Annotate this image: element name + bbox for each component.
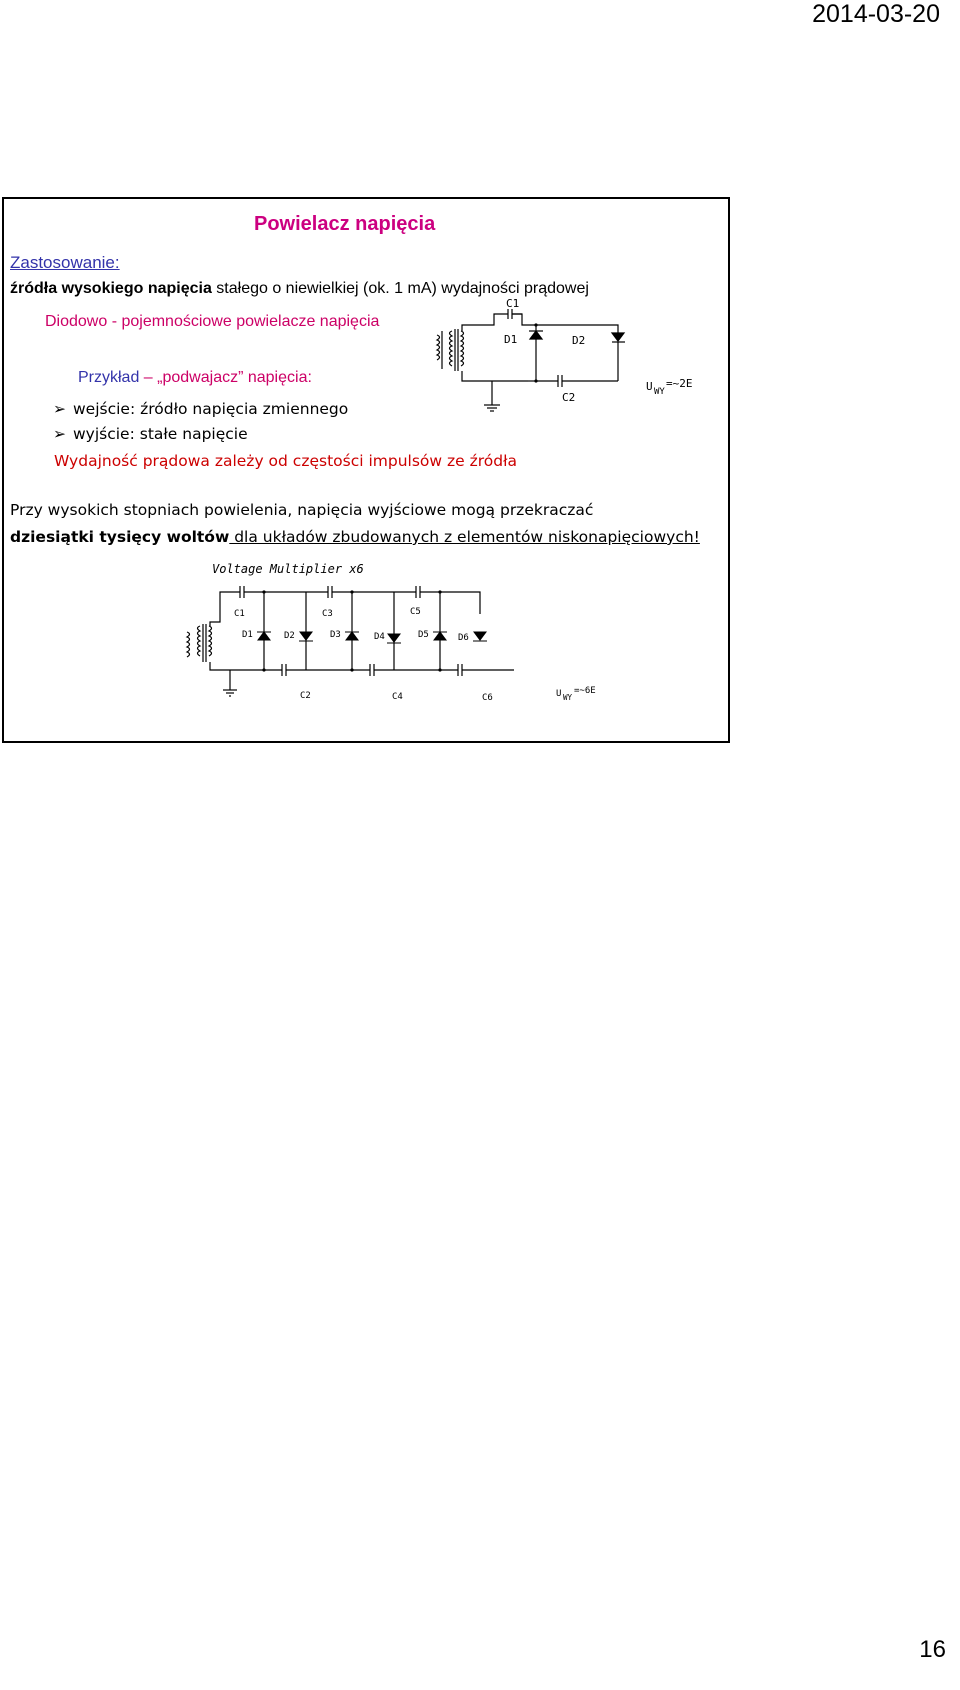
page-number: 16 [919,1636,946,1663]
diode-label-d2: D2 [284,631,295,641]
paragraph-line-2 [10,528,700,546]
doubler-label-d1: D1 [504,333,518,346]
example-name: „podwajacz” napięcia: [157,369,312,386]
cap-label-c1: C1 [234,609,245,619]
usage-line [10,280,589,298]
cap-label-c4: C4 [392,692,403,702]
diode-label-d4: D4 [374,632,385,642]
arrow-bullet-icon: ➢ [53,425,66,443]
multiplier-output-value: =~6E [574,686,596,696]
cap-label-c3: C3 [322,609,333,619]
bullet-input [53,400,348,418]
example-label: Przykład [78,369,140,386]
arrow-bullet-icon: ➢ [53,400,66,418]
voltage-doubler-diagram [432,297,724,429]
usage-label: Zastosowanie: [10,253,120,272]
multiplier-output-u: U [556,689,562,699]
usage-rest: stałego o niewielkiej (ok. 1 mA) wydajności prądowej [211,280,589,297]
example-line [78,369,312,387]
doubler-label-d2: D2 [572,334,586,347]
multiplier-output-sub: WY [563,693,573,702]
example-dash: – [139,369,158,386]
diode-label-d6: D6 [458,633,469,643]
paragraph-bold: dziesiątki tysięcy woltów [10,528,230,546]
cap-label-c2: C2 [300,691,311,701]
voltage-multiplier-diagram [182,562,622,712]
header-date: 2014-03-20 [812,0,940,28]
cap-label-c6: C6 [482,693,493,703]
multiplier-title: Voltage Multiplier x6 [212,562,364,576]
diode-label-d1: D1 [242,630,253,640]
bullet-text: wyjście: stałe napięcie [73,425,248,443]
cap-label-c5: C5 [410,607,421,617]
paragraph-rest: dla układów zbudowanych z elementów niskonapięciowych! [229,528,700,546]
paragraph-line-1: Przy wysokich stopniach powielenia, napięcia wyjściowe mogą przekraczać [10,501,594,519]
diode-label-d3: D3 [330,630,341,640]
efficiency-note: Wydajność prądowa zależy od częstości impulsów ze źródła [54,452,517,470]
slide-frame [2,197,730,743]
slide-title: Powielacz napięcia [254,213,436,235]
doubler-output-sub: WY [654,387,665,397]
usage-bold: źródła wysokiego napięcia [10,280,212,297]
bullet-text: wejście: źródło napięcia zmiennego [73,400,349,418]
doubler-output-u: U [646,380,653,393]
doubler-label-c1: C1 [506,297,520,310]
diode-line: Diodowo - pojemnościowe powielacze napięcia [45,313,380,330]
doubler-label-c2: C2 [562,391,576,404]
diode-label-d5: D5 [418,630,429,640]
bullet-output [53,425,248,443]
doubler-output-value: =~2E [666,377,693,390]
